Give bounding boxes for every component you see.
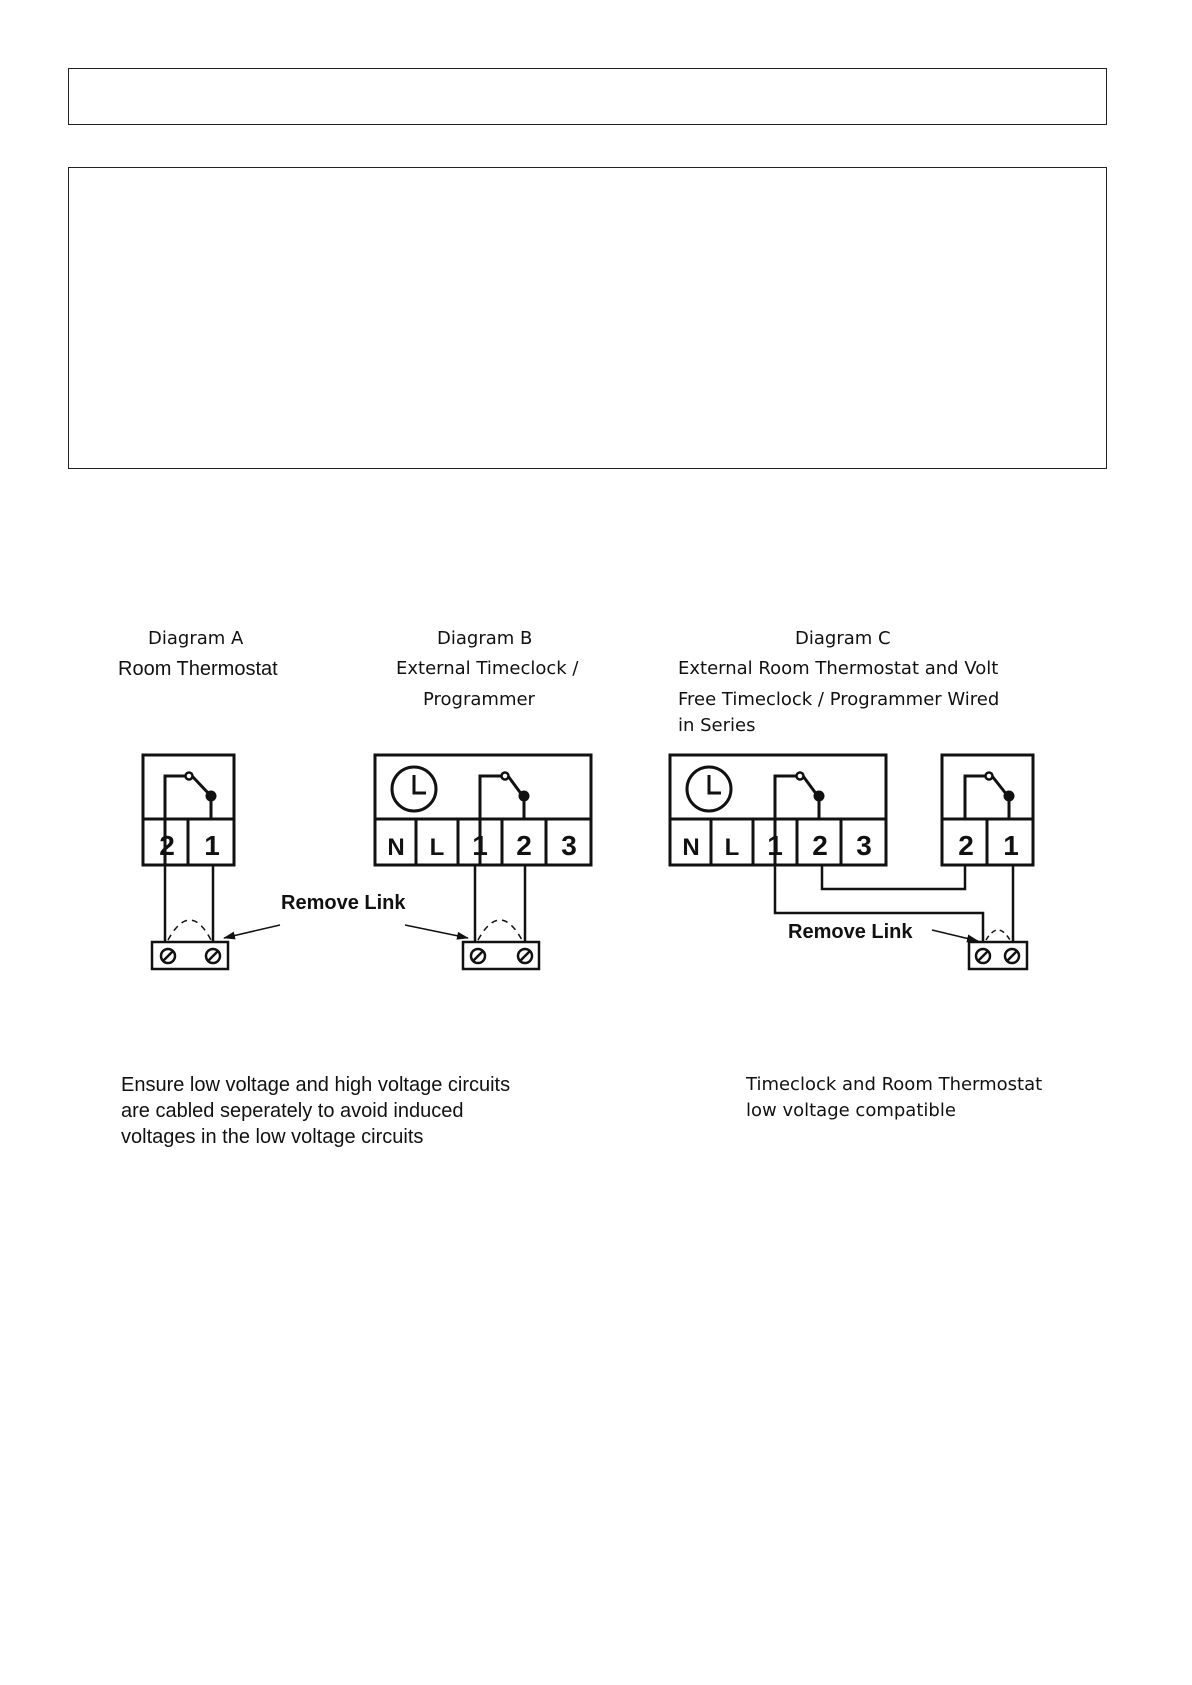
diagram-c-subtitle-line-1: External Room Thermostat and Volt [678,658,999,679]
diagram-b-wires [475,865,525,942]
diagram-b-terminal-1: 1 [472,830,488,861]
diagram-c-terminal-3: 3 [856,830,872,861]
diagram-c-terminal-2: 2 [812,830,828,861]
diagram-c-terminal-n: N [682,834,700,861]
diagram-a-terminal-block [152,942,228,969]
diagram-c-thermostat [942,755,1033,865]
remove-link-arrow-a [224,925,280,938]
diagram-c-subtitle-line-2: Free Timeclock / Programmer Wired [678,689,1000,710]
note-left [121,1072,510,1150]
note-right [746,1072,1042,1124]
remove-link-label-ab: Remove Link [281,892,406,914]
note-left-line-3: voltages in the low voltage circuits [121,1126,424,1148]
note-left-line-1: Ensure low voltage and high voltage circuits [121,1074,511,1096]
diagram-c-subtitle-line-3: in Series [678,715,756,736]
remove-link-arrow-c [932,930,978,941]
note-left-line-2: are cabled seperately to avoid induced [121,1100,464,1122]
diagram-a-terminal-2: 2 [159,830,175,861]
diagram-b-terminal-3: 3 [561,830,577,861]
diagram-b-terminal-l: L [429,834,445,861]
diagram-a-title: Diagram A [148,628,244,649]
diagram-b-terminal-n: N [387,834,405,861]
remove-link-arrow-b [405,925,468,938]
diagram-a-wires [165,865,213,942]
diagram-c-terminal-block [969,942,1027,969]
diagram-b-subtitle-line-1: External Timeclock / [396,658,579,679]
note-right-line-1: Timeclock and Room Thermostat [746,1074,1043,1095]
diagram-b-terminal-block [463,942,539,969]
diagram-c-thermostat-terminal-1: 1 [1003,830,1019,861]
diagram-b-terminal-2: 2 [516,830,532,861]
note-right-line-2: low voltage compatible [746,1100,956,1121]
diagram-a-terminal-1: 1 [204,830,220,861]
diagram-c-thermostat-terminal-2: 2 [958,830,974,861]
diagram-a-thermostat [143,755,234,865]
diagram-b-subtitle-line-2: Programmer [423,689,535,710]
remove-link-label-c: Remove Link [788,921,913,943]
diagram-c-terminal-1: 1 [767,830,783,861]
diagram-c-terminal-l: L [724,834,740,861]
diagram-a-subtitle: Room Thermostat [118,658,278,680]
diagram-c-title: Diagram C [795,628,891,649]
diagram-b-title: Diagram B [437,628,533,649]
